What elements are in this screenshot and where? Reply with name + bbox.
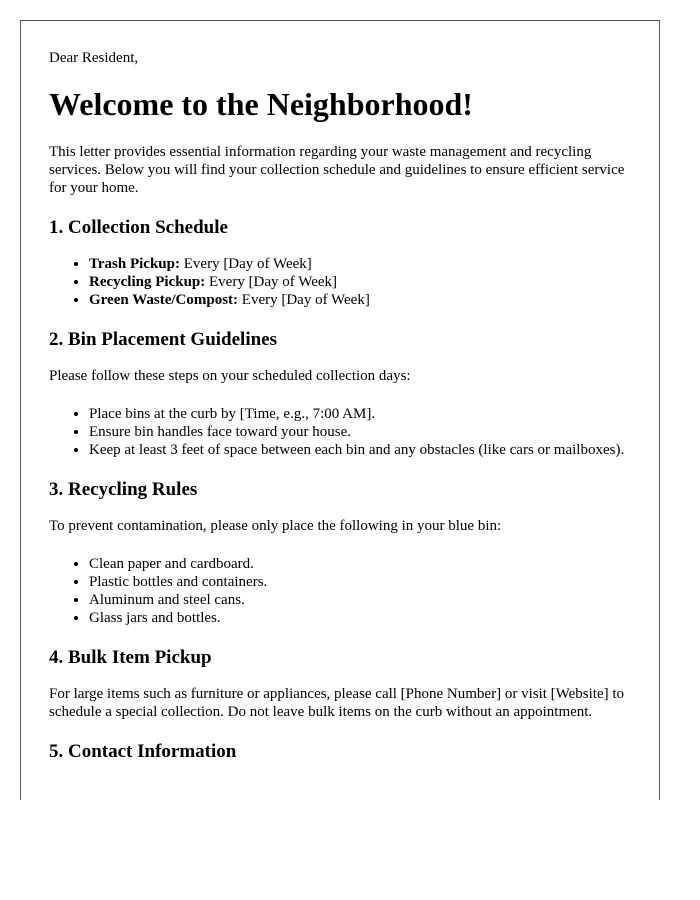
list-item	[89, 291, 631, 309]
recycling-pickup-value: Every [Day of Week]	[205, 274, 338, 290]
list-item: • Plastic bottles and containers.	[89, 573, 631, 591]
list-item: • Place bins at the curb by [Time, e.g., 7:00 AM].	[89, 405, 631, 423]
green-waste-label: Green Waste/Compost:	[89, 292, 239, 308]
bin-placement-list	[49, 405, 631, 459]
section-heading-recycling-rules: 3. Recycling Rules	[49, 479, 198, 500]
recycling-rules-list	[49, 555, 631, 627]
list-item: • Glass jars and bottles.	[89, 609, 631, 627]
trash-pickup-value: Every [Day of Week]	[180, 256, 312, 272]
section-heading-contact-information: 5. Contact Information	[49, 741, 237, 762]
trash-pickup-label: Trash Pickup:	[89, 256, 180, 272]
recycling-pickup-label: Recycling Pickup:	[89, 274, 206, 290]
list-item: • Keep at least 3 feet of space between each bin and any obstacles (like cars or mailboxes).	[89, 441, 631, 459]
list-item	[89, 273, 631, 291]
letter-page	[20, 20, 660, 800]
collection-schedule-list	[49, 255, 631, 309]
section-heading-bulk-item-pickup: 4. Bulk Item Pickup	[49, 647, 212, 668]
list-item: • Clean paper and cardboard.	[89, 555, 631, 573]
list-item: • Ensure bin handles face toward your house.	[89, 423, 631, 441]
list-item	[89, 255, 631, 273]
green-waste-value: Every [Day of Week]	[238, 292, 370, 308]
bulk-item-paragraph: For large items such as furniture or appliances, please call [Phone Number] or visit [Website] to schedule a special collection. Do not leave bulk items on the curb without an appointment.	[49, 686, 625, 720]
bin-placement-paragraph: Please follow these steps on your scheduled collection days:	[49, 368, 411, 384]
section-heading-bin-placement: 2. Bin Placement Guidelines	[49, 329, 277, 350]
letter-title: Welcome to the Neighborhood!	[49, 86, 473, 122]
salutation: Dear Resident,	[49, 50, 139, 66]
section-heading-collection-schedule: 1. Collection Schedule	[49, 217, 228, 238]
list-item: • Aluminum and steel cans.	[89, 591, 631, 609]
recycling-rules-paragraph: To prevent contamination, please only place the following in your blue bin:	[49, 518, 502, 534]
intro-paragraph: This letter provides essential information regarding your waste management and recycling services. Below you will find your collection schedule and guidelines to ensure efficient service for your home.	[49, 144, 625, 196]
